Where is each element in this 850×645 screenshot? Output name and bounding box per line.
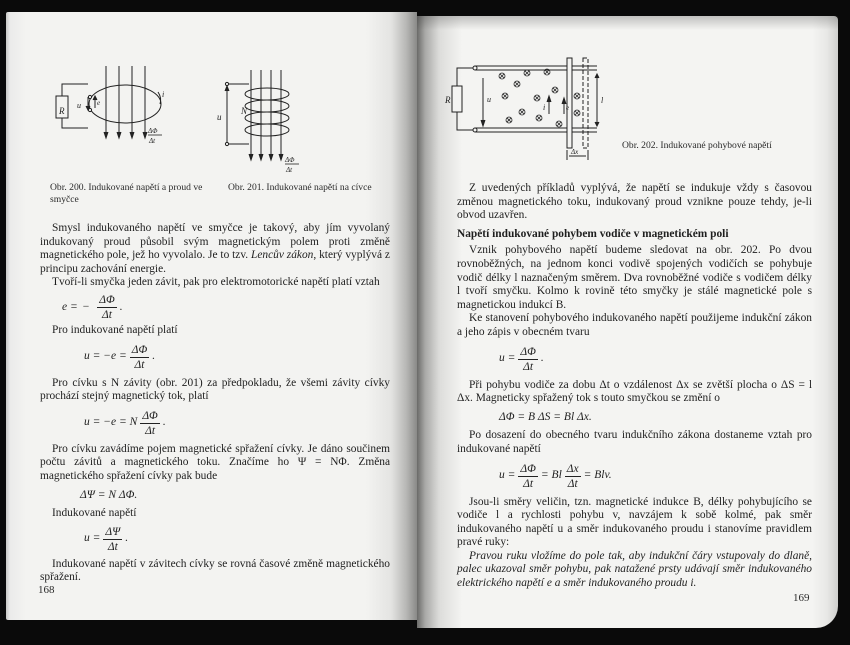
fig202-label-u: u	[487, 95, 491, 104]
equation-emf: e = − $\frac{\Delta\Phi}{\Delta t}$ .	[62, 293, 123, 321]
fig200-label-u: u	[77, 101, 81, 110]
fig201-label-u: u	[217, 112, 222, 122]
paragraph-induction-law: Ke stanovení pohybového indukovaného napětí použijeme indukční zákon a jeho zápis v obecném tvaru	[457, 312, 812, 338]
left-body	[40, 222, 390, 585]
paragraph-coil-n-turns: Pro cívku s N závity (obr. 201) za předpokladu, že všemi závity cívky prochází stejný magnetický tok, platí	[40, 376, 390, 403]
paragraph-induced-voltage: Pro indukované napětí platí	[52, 323, 178, 336]
paragraph-summary: Z uvedených příkladů vyplývá, že napětí se indukuje vždy s časovou změnou magnetického toku, indukovaný proud vznikne pouze tehdy, je-li obvod uzavřen.	[457, 182, 812, 222]
moving-conductor	[567, 58, 572, 148]
figure-201-caption: Obr. 201. Indukované napětí na cívce	[228, 182, 372, 193]
equation-flux-change: ΔΦ = B ΔS = Bl Δx.	[499, 410, 592, 423]
paragraph-flux-linkage: Pro cívku zavádíme pojem magnetické spřažení cívky. Je dáno součinem počtu závitů a magnetického toku. Značíme ho Ψ = NΦ. Změna magnetického spřažení cívky pak bude	[40, 442, 390, 482]
equation-motional-voltage: u = $\frac{\Delta\Phi}{\Delta t}$ = Bl $\frac{\Delta x}{\Delta t}$ = Blv.	[499, 462, 612, 490]
fig202-label-e: e	[566, 104, 570, 112]
fig201-label-dt: Δt	[286, 166, 293, 174]
fig202-label-i: i	[543, 103, 546, 112]
fig201-label-dphi: ΔΦ	[285, 156, 295, 164]
resistor-symbol	[452, 86, 462, 112]
term-lenz-law: Lencův zákon	[251, 249, 314, 262]
equation-general-law: u = $\frac{\Delta\Phi}{\Delta t}$ .	[499, 345, 544, 373]
equation-flux-linkage-change: ΔΨ = N ΔΦ.	[80, 488, 138, 501]
page-number-left: 168	[38, 584, 55, 596]
fig201-label-n: N	[241, 106, 248, 116]
equation-induced-voltage: u = −e = $\frac{\Delta\Phi}{\Delta t}$ .	[84, 343, 156, 371]
paragraph-area-change: Při pohybu vodiče za dobu Δt o vzdálenost Δx se zvětší plocha o ΔS = l Δx. Magneticky spřažený tok s touto smyčkou se změní o	[457, 378, 812, 405]
fig200-label-r: R	[59, 106, 65, 116]
paragraph-substitution: Po dosazení do obecného tvaru indukčního zákona dostaneme vztah pro indukované napětí	[457, 429, 812, 455]
fig200-label-dt: Δt	[149, 137, 156, 145]
fig200-label-dphi: ΔΦ	[148, 127, 158, 135]
coil-turns	[245, 88, 289, 136]
figure-202-moving-conductor-diagram	[447, 58, 617, 162]
right-body	[457, 182, 812, 591]
paragraph-right-hand-rule: Pravou ruku vložíme do pole tak, aby indukční čáry vstupovaly do dlaně, palec ukazoval směr pohybu, pak natažené prsty udávají směr indukovaného elektrického napětí e a směr indukovaného proudu i.	[457, 549, 812, 590]
left-page	[6, 12, 417, 620]
figure-202-caption: Obr. 202. Indukované pohybové napětí	[622, 140, 772, 151]
equation-linkage-voltage: u = $\frac{\Delta\Psi}{\Delta t}$ .	[84, 525, 129, 553]
fig200-label-e: e	[97, 99, 101, 107]
paragraph-induced-voltage-2: Indukované napětí	[52, 507, 137, 520]
fig202-label-r: R	[445, 95, 451, 105]
figure-201-coil-diagram	[217, 66, 311, 178]
paragraph-directions: Jsou-li směry veličin, tzn. magnetické indukce B, délky pohybujícího se vodiče l a rychlosti pohybu v, navzájem k sobě kolmé, pak směr indukovaného napětí u a směr indukovaného proudu i stanovíme pravidlem pravé ruky:	[457, 495, 812, 549]
fig202-label-dx: Δx	[571, 148, 579, 156]
equation-coil-voltage: u = −e = N $\frac{\Delta\Phi}{\Delta t}$ .	[84, 409, 166, 437]
paragraph-lenz-law: Smysl indukovaného napětí ve smyčce je takový, aby jím vyvolaný indukovaný proud působil svým magnetickým polem proti změně magnetického pole, jež ho vyvolalo. Je to tzv. Lencův zákon, který vyplývá z principu zachování energie.	[40, 222, 390, 275]
figure-200-loop-diagram	[50, 64, 170, 148]
paragraph-conclusion: Indukované napětí v závitech cívky se rovná časové změně magnetického spřažení.	[40, 557, 390, 584]
page-number-right: 169	[793, 592, 810, 604]
conductor-new-position	[583, 58, 588, 148]
paragraph-single-turn: Tvoří-li smyčka jeden závit, pak pro elektromotorické napětí platí vztah	[52, 276, 380, 289]
figure-200-caption: Obr. 200. Indukované napětí a proud ve smyčce	[50, 182, 203, 205]
paragraph-motional-emf: Vznik pohybového napětí budeme sledovat na obr. 202. Po dvou rovnoběžných, na jednom konci vodivě spojených vodičích se pohybuje vodič délky l naznačeným směrem. Dva rovnoběžné vodiče s vodičem délky l tvoří smyčku. Kolmo k rovině této smyčky je stálé magnetické pole s magnetickou indukcí B.	[457, 244, 812, 311]
fig200-label-i: i	[162, 90, 165, 99]
right-page	[417, 16, 838, 628]
section-heading: Napětí indukované pohybem vodiče v magnetickém poli	[457, 227, 729, 240]
fig202-label-l: l	[601, 96, 604, 105]
